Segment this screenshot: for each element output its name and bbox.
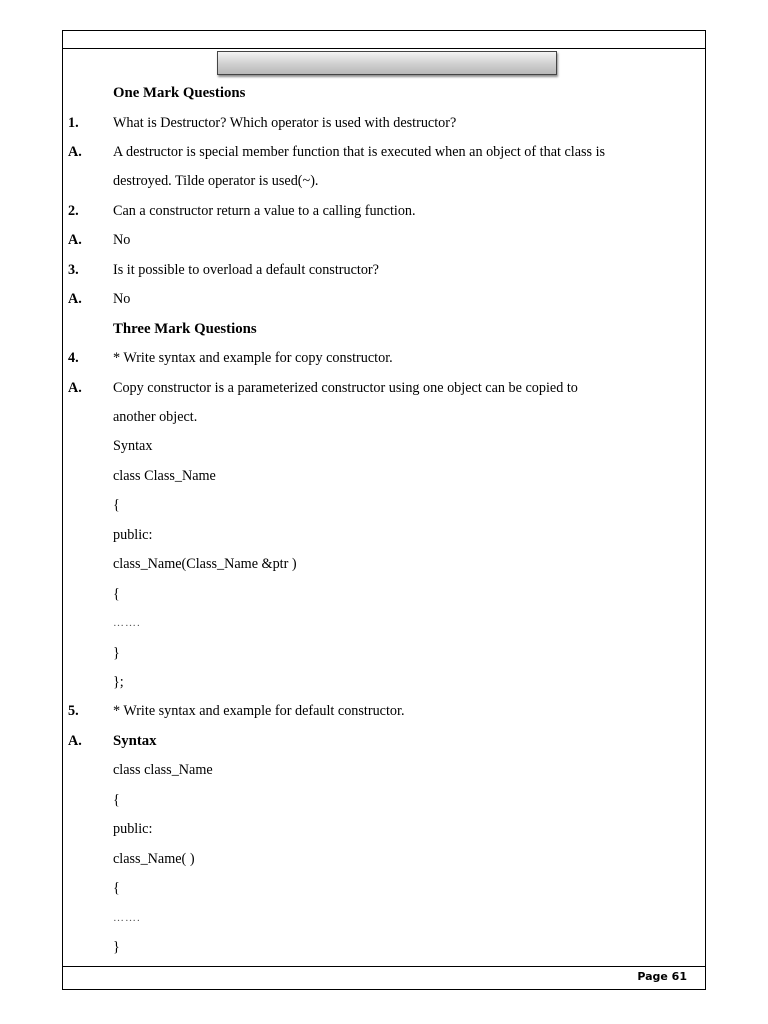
line-text: }: [113, 644, 120, 661]
text-line: [0, 671, 768, 693]
line-text: Is it possible to overload a default constructor?: [113, 261, 379, 278]
line-text: * Write syntax and example for default constructor.: [113, 703, 405, 720]
text-line: [0, 848, 768, 870]
header-rule: [63, 48, 705, 49]
item-number: 4.: [68, 350, 79, 367]
text-line: [0, 229, 768, 251]
text-line: [0, 435, 768, 457]
text-line: [0, 112, 768, 134]
item-number: A.: [68, 291, 82, 308]
item-number: A.: [68, 379, 82, 396]
header-banner: [217, 51, 557, 75]
text-line: [0, 377, 768, 399]
line-text: Can a constructor return a value to a calling function.: [113, 202, 416, 219]
text-line: [0, 642, 768, 664]
text-line: [0, 700, 768, 722]
item-number: 3.: [68, 261, 79, 278]
item-number: 2.: [68, 202, 79, 219]
line-text: another object.: [113, 408, 198, 425]
page-number: Page 61: [637, 970, 687, 983]
text-line: [0, 936, 768, 958]
line-text: public:: [113, 821, 153, 838]
text-line: [0, 259, 768, 281]
section-heading: [0, 730, 768, 752]
line-text: public:: [113, 526, 153, 543]
line-text: class Class_Name: [113, 467, 216, 484]
line-text: class_Name( ): [113, 850, 195, 867]
line-text: Syntax: [113, 438, 153, 455]
text-line: [0, 907, 768, 929]
line-text: {: [113, 497, 120, 514]
text-line: [0, 553, 768, 575]
heading-text: One Mark Questions: [113, 85, 246, 101]
text-line: [0, 759, 768, 781]
section-heading: [0, 82, 768, 104]
item-number: 1.: [68, 114, 79, 131]
text-line: [0, 818, 768, 840]
text-line: [0, 200, 768, 222]
line-text: {: [113, 585, 120, 602]
line-text: …….: [113, 911, 141, 924]
text-line: [0, 288, 768, 310]
text-line: [0, 612, 768, 634]
line-text: {: [113, 791, 120, 808]
line-text: class_Name(Class_Name &ptr ): [113, 556, 297, 573]
line-text: What is Destructor? Which operator is used with destructor?: [113, 114, 457, 131]
section-heading: [0, 318, 768, 340]
text-line: [0, 170, 768, 192]
line-text: No: [113, 232, 131, 249]
text-line: [0, 406, 768, 428]
text-line: [0, 789, 768, 811]
heading-text: Three Mark Questions: [113, 320, 257, 337]
text-line: [0, 141, 768, 163]
item-number: A.: [68, 732, 82, 749]
line-text: }: [113, 939, 120, 955]
line-text: A destructor is special member function that is executed when an object of that class is: [113, 143, 606, 160]
item-number: 5.: [68, 703, 79, 720]
heading-text: Syntax: [113, 732, 157, 749]
text-line: [0, 347, 768, 369]
line-text: Copy constructor is a parameterized constructor using one object can be copied to: [113, 379, 578, 396]
line-text: * Write syntax and example for copy constructor.: [113, 350, 393, 367]
line-text: No: [113, 291, 131, 308]
line-text: };: [113, 674, 124, 690]
footer-rule: [63, 966, 705, 967]
item-number: A.: [68, 143, 82, 160]
text-line: [0, 877, 768, 899]
line-text: {: [113, 880, 120, 897]
text-line: [0, 524, 768, 546]
line-text: …….: [113, 617, 141, 630]
text-line: [0, 494, 768, 516]
line-text: class class_Name: [113, 762, 213, 779]
item-number: A.: [68, 232, 82, 249]
text-line: [0, 583, 768, 605]
line-text: destroyed. Tilde operator is used(~).: [113, 173, 319, 190]
text-line: [0, 465, 768, 487]
